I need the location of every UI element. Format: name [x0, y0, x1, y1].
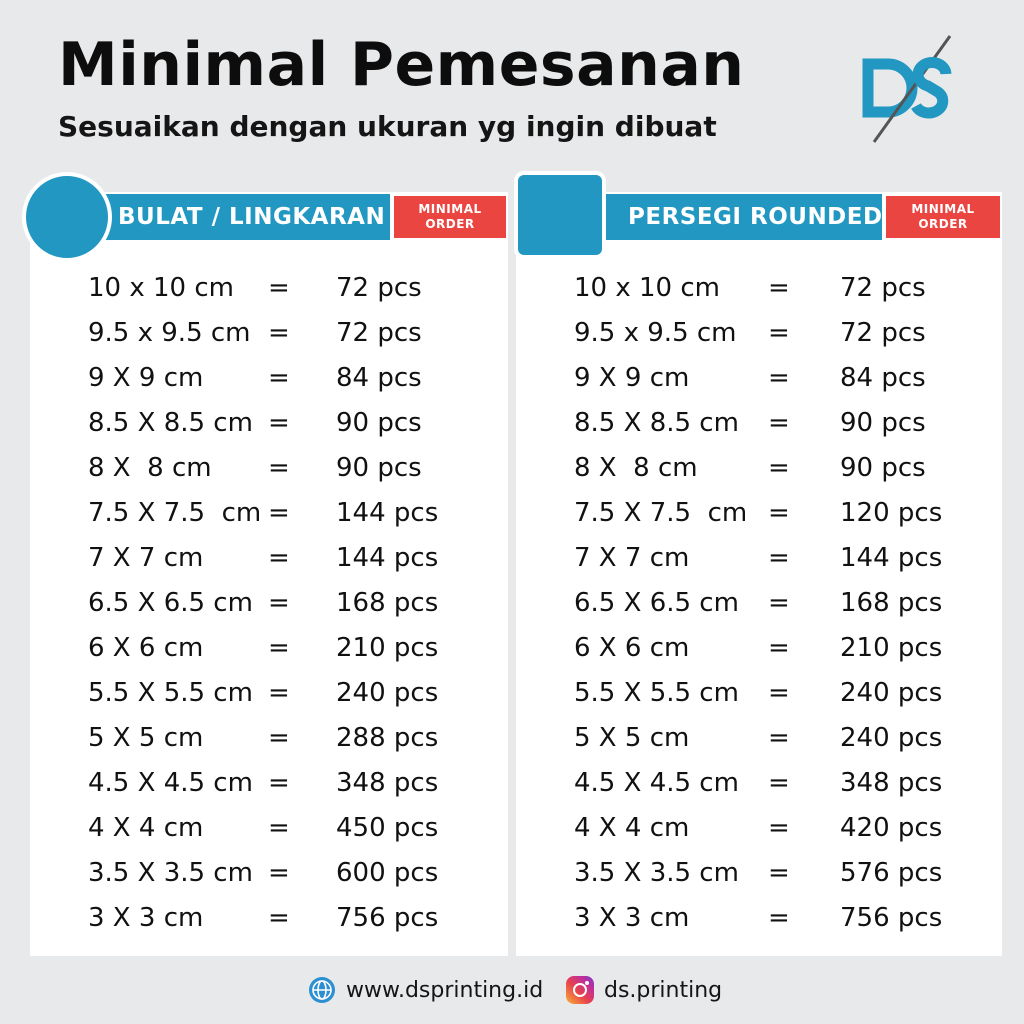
size-cell: 9.5 x 9.5 cm: [88, 318, 251, 348]
ds-logo-icon: [858, 30, 958, 146]
equals-cell: =: [268, 858, 290, 888]
round-table-heading: BULAT / LINGKARAN: [70, 194, 390, 240]
badge-line: ORDER: [918, 217, 968, 231]
badge-line: ORDER: [425, 217, 475, 231]
equals-cell: =: [768, 363, 790, 393]
circle-icon: [22, 172, 112, 262]
quantity-cell: 84 pcs: [840, 363, 926, 393]
equals-cell: =: [268, 723, 290, 753]
size-cell: 8 X 8 cm: [574, 453, 698, 483]
website-link[interactable]: [308, 972, 543, 1008]
quantity-cell: 90 pcs: [840, 408, 926, 438]
quantity-cell: 756 pcs: [840, 903, 943, 933]
square-table-heading: PERSEGI ROUNDED: [560, 194, 882, 240]
quantity-cell: 288 pcs: [336, 723, 439, 753]
quantity-cell: 144 pcs: [336, 543, 439, 573]
quantity-cell: 120 pcs: [840, 498, 943, 528]
quantity-cell: 72 pcs: [840, 318, 926, 348]
badge-line: MINIMAL: [418, 202, 482, 216]
quantity-cell: 756 pcs: [336, 903, 439, 933]
minimal-order-badge: [394, 196, 506, 238]
size-cell: 4 X 4 cm: [88, 813, 204, 843]
equals-cell: =: [268, 768, 290, 798]
quantity-cell: 348 pcs: [336, 768, 439, 798]
equals-cell: =: [268, 318, 290, 348]
equals-cell: =: [768, 768, 790, 798]
footer: [0, 972, 1024, 1008]
size-cell: 4 X 4 cm: [574, 813, 690, 843]
instagram-link[interactable]: [566, 972, 722, 1008]
size-cell: 6.5 X 6.5 cm: [88, 588, 253, 618]
quantity-cell: 72 pcs: [840, 273, 926, 303]
equals-cell: =: [268, 903, 290, 933]
instagram-icon: [566, 976, 594, 1004]
size-cell: 5 X 5 cm: [88, 723, 204, 753]
quantity-cell: 90 pcs: [336, 408, 422, 438]
quantity-cell: 210 pcs: [336, 633, 439, 663]
equals-cell: =: [268, 588, 290, 618]
equals-cell: =: [768, 498, 790, 528]
size-cell: 7 X 7 cm: [574, 543, 690, 573]
quantity-cell: 72 pcs: [336, 318, 422, 348]
rounded-square-icon: [514, 171, 606, 259]
size-cell: 6 X 6 cm: [574, 633, 690, 663]
quantity-cell: 90 pcs: [840, 453, 926, 483]
equals-cell: =: [768, 858, 790, 888]
equals-cell: =: [268, 633, 290, 663]
size-cell: 6 X 6 cm: [88, 633, 204, 663]
website-text: www.dsprinting.id: [346, 977, 544, 1003]
equals-cell: =: [768, 273, 790, 303]
quantity-cell: 240 pcs: [840, 723, 943, 753]
quantity-cell: 240 pcs: [336, 678, 439, 708]
size-cell: 6.5 X 6.5 cm: [574, 588, 739, 618]
size-cell: 4.5 X 4.5 cm: [88, 768, 253, 798]
badge-line: MINIMAL: [911, 202, 975, 216]
minimal-order-badge: [886, 196, 1000, 238]
size-cell: 5.5 X 5.5 cm: [88, 678, 253, 708]
page-subtitle: Sesuaikan dengan ukuran yg ingin dibuat: [58, 110, 717, 143]
equals-cell: =: [768, 543, 790, 573]
quantity-cell: 168 pcs: [840, 588, 943, 618]
size-cell: 5.5 X 5.5 cm: [574, 678, 739, 708]
quantity-cell: 144 pcs: [840, 543, 943, 573]
quantity-cell: 72 pcs: [336, 273, 422, 303]
size-cell: 10 x 10 cm: [574, 273, 720, 303]
quantity-cell: 210 pcs: [840, 633, 943, 663]
equals-cell: =: [768, 678, 790, 708]
globe-icon: [308, 976, 336, 1004]
equals-cell: =: [768, 723, 790, 753]
size-cell: 8.5 X 8.5 cm: [88, 408, 253, 438]
equals-cell: =: [768, 813, 790, 843]
equals-cell: =: [268, 543, 290, 573]
size-cell: 4.5 X 4.5 cm: [574, 768, 739, 798]
instagram-text: ds.printing: [604, 977, 723, 1003]
quantity-cell: 576 pcs: [840, 858, 943, 888]
equals-cell: =: [268, 678, 290, 708]
quantity-cell: 90 pcs: [336, 453, 422, 483]
size-cell: 5 X 5 cm: [574, 723, 690, 753]
equals-cell: =: [768, 633, 790, 663]
equals-cell: =: [268, 273, 290, 303]
size-cell: 7.5 X 7.5 cm: [88, 498, 262, 528]
equals-cell: =: [268, 498, 290, 528]
size-cell: 10 x 10 cm: [88, 273, 234, 303]
quantity-cell: 168 pcs: [336, 588, 439, 618]
equals-cell: =: [768, 453, 790, 483]
equals-cell: =: [268, 408, 290, 438]
size-cell: 7 X 7 cm: [88, 543, 204, 573]
equals-cell: =: [268, 453, 290, 483]
quantity-cell: 240 pcs: [840, 678, 943, 708]
equals-cell: =: [768, 903, 790, 933]
equals-cell: =: [268, 813, 290, 843]
equals-cell: =: [768, 588, 790, 618]
quantity-cell: 600 pcs: [336, 858, 439, 888]
size-cell: 8.5 X 8.5 cm: [574, 408, 739, 438]
size-cell: 7.5 X 7.5 cm: [574, 498, 748, 528]
size-cell: 9.5 x 9.5 cm: [574, 318, 737, 348]
size-cell: 8 X 8 cm: [88, 453, 212, 483]
quantity-cell: 450 pcs: [336, 813, 439, 843]
page-title: Minimal Pemesanan: [58, 30, 745, 100]
size-cell: 9 X 9 cm: [88, 363, 204, 393]
size-cell: 3 X 3 cm: [88, 903, 204, 933]
size-cell: 3 X 3 cm: [574, 903, 690, 933]
quantity-cell: 420 pcs: [840, 813, 943, 843]
quantity-cell: 348 pcs: [840, 768, 943, 798]
equals-cell: =: [268, 363, 290, 393]
equals-cell: =: [768, 318, 790, 348]
size-cell: 9 X 9 cm: [574, 363, 690, 393]
quantity-cell: 144 pcs: [336, 498, 439, 528]
size-cell: 3.5 X 3.5 cm: [88, 858, 253, 888]
quantity-cell: 84 pcs: [336, 363, 422, 393]
size-cell: 3.5 X 3.5 cm: [574, 858, 739, 888]
equals-cell: =: [768, 408, 790, 438]
